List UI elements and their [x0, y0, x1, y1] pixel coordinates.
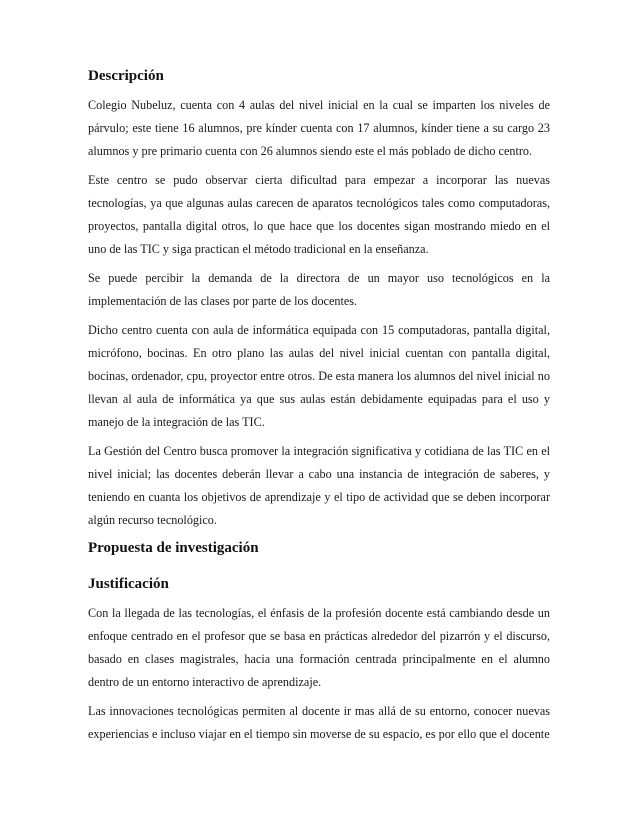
paragraph-descripcion-1: Colegio Nubeluz, cuenta con 4 aulas del nivel inicial en la cual se imparten los niveles de párvulo; este tiene 16 alumnos, pre kínder cuenta con 17 alumnos, kínder tiene a su cargo 23 alumnos y pre primario cuenta con 26 alumnos siendo este el más poblado de dicho centro. [88, 98, 550, 158]
heading-propuesta-de-investigacion: Propuesta de investigación [88, 540, 259, 556]
paragraph-descripcion-4: Dicho centro cuenta con aula de informática equipada con 15 computadoras, pantalla digital, micrófono, bocinas. En otro plano las aulas del nivel inicial cuentan con pantalla digital, bocinas, ordenador, cpu, proyector entre otros. De esta manera los alumnos del nivel inicial no llevan al aula de informática ya que sus aulas están debidamente equipadas para el uso y manejo de la integración de las TIC. [88, 323, 550, 429]
heading-justificacion: Justificación [88, 576, 169, 592]
document-page [88, 66, 550, 752]
paragraph-descripcion-2: Este centro se pudo observar cierta dificultad para empezar a incorporar las nuevas tecnologías, ya que algunas aulas carecen de aparatos tecnológicos tales como computadoras, proyectos, pantalla digital otros, lo que hace que los docentes sigan mostrando miedo en el uno de las TIC y siga practican el método tradicional en la enseñanza. [88, 173, 550, 256]
heading-descripcion: Descripción [88, 68, 164, 84]
paragraph-justificacion-1: Con la llegada de las tecnologías, el énfasis de la profesión docente está cambiando desde un enfoque centrado en el profesor que se basa en prácticas alrededor del pizarrón y el discurso, basado en clases magistrales, hacia una formación centrada principalmente en el alumno dentro de un entorno interactivo de aprendizaje. [88, 606, 550, 689]
paragraph-descripcion-3: Se puede percibir la demanda de la directora de un mayor uso tecnológicos en la implementación de las clases por parte de los docentes. [88, 271, 550, 308]
paragraph-descripcion-5: La Gestión del Centro busca promover la integración significativa y cotidiana de las TIC en el nivel inicial; las docentes deberán llevar a cabo una instancia de integración de saberes, y teniendo en cuanta los objetivos de aprendizaje y el tipo de actividad que se deben incorporar algún recurso tecnológico. [88, 444, 550, 527]
paragraph-justificacion-2: Las innovaciones tecnológicas permiten al docente ir mas allá de su entorno, conocer nuevas experiencias e incluso viajar en el tiempo sin moverse de su espacio, es por ello que el docente [88, 704, 550, 741]
